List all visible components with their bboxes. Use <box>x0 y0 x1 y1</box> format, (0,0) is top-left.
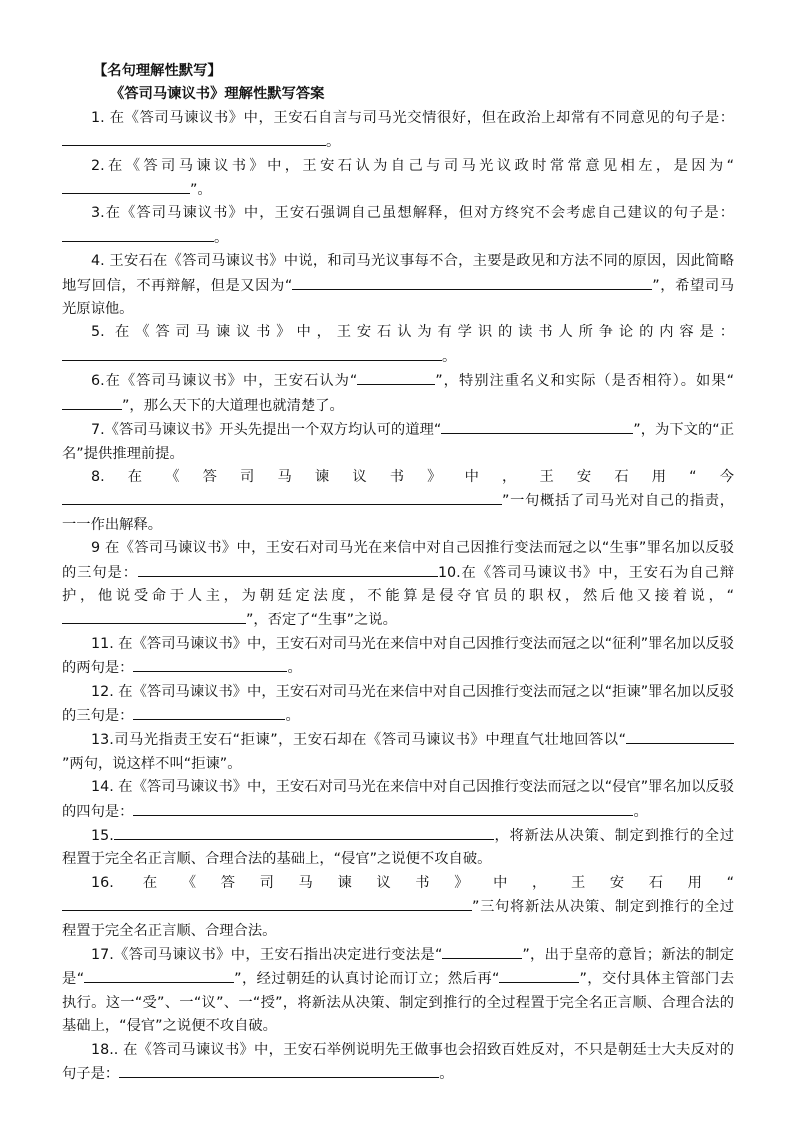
question-15: 15. ，将新法从决策、制定到推行的全过程置于完全名正言顺、合理合法的基础上，“侵官”之说便不攻自破。 <box>62 824 734 872</box>
answer-blank[interactable] <box>62 226 214 242</box>
answer-blank[interactable] <box>62 178 190 194</box>
answer-blank[interactable] <box>114 824 494 840</box>
question-6: 6.在《答司马谏议书》中，王安石认为“ ”，特别注重名义和实际（是否相符）。如果“”，那么天下的大道理也就清楚了。 <box>62 369 734 418</box>
answer-blank[interactable] <box>626 728 734 744</box>
answer-blank[interactable] <box>84 967 234 983</box>
question-1: 1. 在《答司马谏议书》中，王安石自言与司马光交情很好，但在政治上却常有不同意见的句子是：。 <box>62 107 734 155</box>
document-page <box>62 60 734 1086</box>
question-2: 2.在《答司马谏议书》中，王安石认为自己与司马光议政时常常意见相左，是因为“”。 <box>62 155 734 203</box>
answer-blank[interactable] <box>62 130 326 146</box>
question-14: 14. 在《答司马谏议书》中，王安石对司马光在来信中对自己因推行变法而冠之以“侵官”罪名加以反驳的四句是： 。 <box>62 779 734 820</box>
answer-blank[interactable] <box>292 274 652 290</box>
question-12: 12. 在《答司马谏议书》中，王安石对司马光在来信中对自己因推行变法而冠之以“拒谏”罪名加以反驳的三句是： 。 <box>62 683 734 724</box>
answer-blank[interactable] <box>133 704 285 720</box>
answer-blank[interactable] <box>62 489 502 505</box>
question-7: 7.《答司马谏议书》开头先提出一个双方均认可的道理“ ”，为下文的“正名”提供推理前提。 <box>62 418 734 466</box>
question-9-10: 9 在《答司马谏议书》中，王安石对司马光在来信中对自己因推行变法而冠之以“生事”罪名加以反驳的三句是： 10.在《答司马谏议书》中，王安石为自己辩护，他说受命于人主，为朝廷定法度，不能算是侵夺官员的职权，然后他又接着说，“”，否定了“生事”之说。 <box>62 540 734 629</box>
section-title: 【名句理解性默写】 <box>93 63 222 79</box>
answer-blank[interactable] <box>441 418 633 434</box>
answer-blank[interactable] <box>499 967 579 983</box>
question-13: 13.司马光指责王安石“拒谏”，王安石却在《答司马谏议书》中理直气壮地回答以“”两句，说这样不叫“拒谏”。 <box>62 728 734 776</box>
question-8: 8.在《答司马谏议书》中，王安石用“今”一句概括了司马光对自己的指责，一一作出解释。 <box>62 468 734 533</box>
answer-blank[interactable] <box>357 369 435 385</box>
question-11: 11. 在《答司马谏议书》中，王安石对司马光在来信中对自己因推行变法而冠之以“征利”罪名加以反驳的两句是： 。 <box>62 635 734 677</box>
question-18: 18.. 在《答司马谏议书》中，王安石举例说明先王做事也会招致百姓反对，不只是朝廷士大夫反对的句子是： 。 <box>62 1041 734 1083</box>
answer-blank[interactable] <box>62 608 246 624</box>
document-title: 《答司马谏议书》理解性默写答案 <box>110 86 325 103</box>
answer-blank[interactable] <box>62 394 122 410</box>
question-4: 4. 王安石在《答司马谏议书》中说，和司马光议事每不合，主要是政见和方法不同的原因，因此简略地写回信，不再辩解，但是又因为“ ”，希望司马光原谅他。 <box>62 253 734 318</box>
question-17: 17.《答司马谏议书》中，王安石指出决定进行变法是“ ”，出于皇帝的意旨；新法的制定是“ ”，经过朝廷的认真讨论而订立；然后再“ ”，交付具体主管部门去执行。这一“受”、一“议”、一“授”，将新法从决策、制定到推行的全过程置于完全名正言顺、合理合法的基础上，“侵官”之说便不攻自破。 <box>62 943 734 1039</box>
answer-blank[interactable] <box>62 895 472 911</box>
answer-blank[interactable] <box>133 800 633 816</box>
answer-blank[interactable] <box>119 1062 439 1078</box>
question-3: 3.在《答司马谏议书》中，王安石强调自己虽想解释，但对方终究不会考虑自己建议的句子是：。 <box>62 202 734 250</box>
question-16: 16. 在《答司马谏议书》中，王安石用“”三句将新法从决策、制定到推行的全过程置于完全名正言顺、合理合法。 <box>62 874 734 939</box>
answer-blank[interactable] <box>62 345 442 361</box>
question-5: 5. 在《答司马谏议书》中，王安石认为有学识的读书人所争论的内容是：。 <box>62 321 734 369</box>
answer-blank[interactable] <box>133 656 287 672</box>
answer-blank[interactable] <box>442 943 522 959</box>
answer-blank[interactable] <box>138 561 438 577</box>
